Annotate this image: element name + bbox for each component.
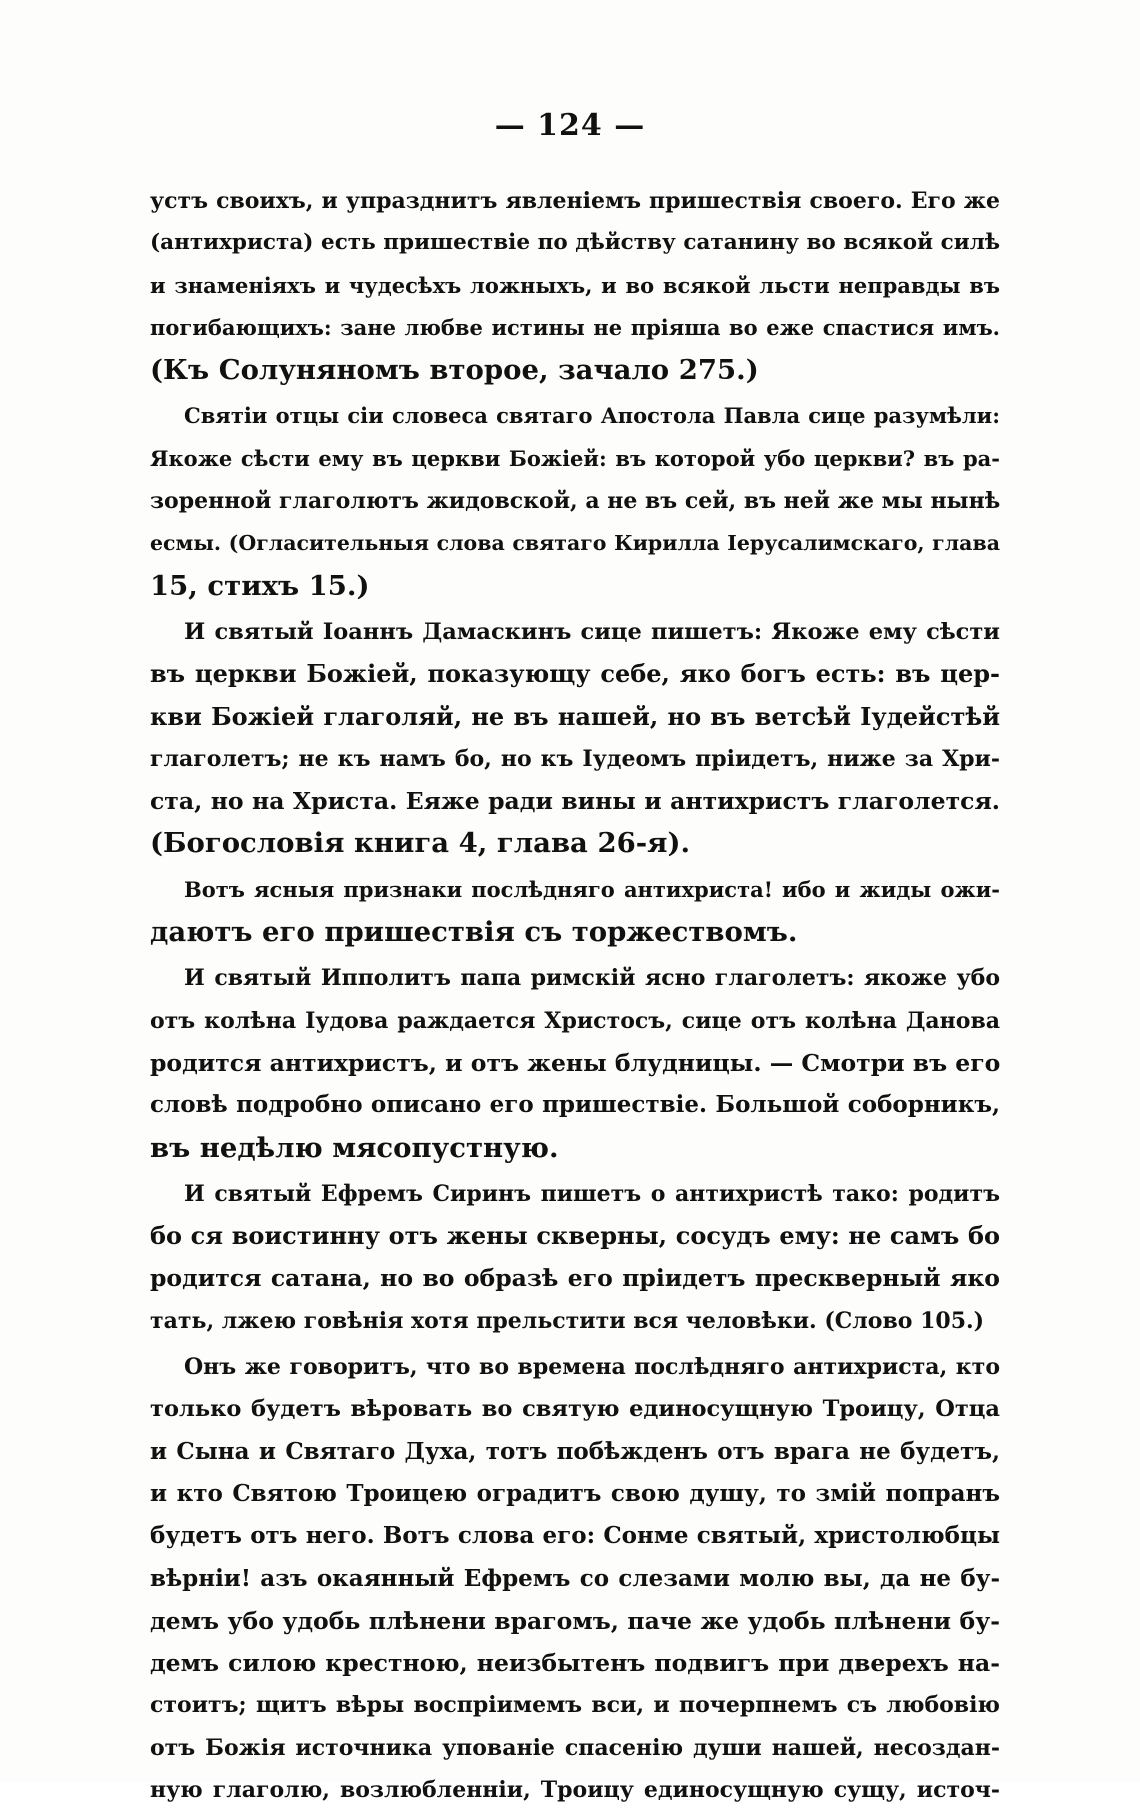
text-line: Вотъ ясныя признаки послѣдняго антихриста! ибо и жиды ожи- xyxy=(184,876,1000,902)
text-line: Якоже сѣсти ему въ церкви Божіей: въ которой убо церкви? въ ра- xyxy=(150,445,1000,471)
text-line: родится антихристъ, и отъ жены блудницы. — Смотри въ его xyxy=(150,1048,1000,1077)
paragraph xyxy=(150,957,1000,1168)
text-line: кви Божіей глаголяй, не въ нашей, но въ ветсѣй Іудейстѣй xyxy=(150,701,1000,731)
text-line: ста, но на Христа. Еяже ради вины и антихристъ глаголется. xyxy=(150,787,1000,816)
text-line: (Богословія книга 4, глава 26-я). xyxy=(150,827,691,860)
text-line: вѣрніи! азъ окаянный Ефремъ со слезами молю вы, да не бу- xyxy=(150,1564,1000,1592)
text-line: въ церкви Божіей, показующу себе, яко богъ есть: въ цер- xyxy=(150,659,1000,689)
text-line: есмы. (Огласительныя слова святаго Кирилла Іерусалимскаго, глава xyxy=(150,531,1000,556)
paragraph xyxy=(150,869,1000,954)
text-line: демъ силою крестною, неизбытенъ подвигъ при дверехъ на- xyxy=(150,1649,1000,1678)
text-line: И святый Ипполитъ папа римскій ясно глаголетъ: якоже убо xyxy=(184,965,1000,992)
text-line: даютъ его пришествія съ торжествомъ. xyxy=(150,916,798,949)
text-line: погибающихъ: зане любве истины не пріяша во еже спастися имъ. xyxy=(150,314,1000,340)
text-line: бо ся воистинну отъ жены скверны, сосудъ ему: не самъ бо xyxy=(150,1221,1000,1251)
text-line: Святіи отцы сіи словеса святаго Апостола Павла сице разумѣли: xyxy=(184,403,1000,429)
text-line: родится сатана, но во образѣ его пріидетъ прескверный яко xyxy=(150,1264,1000,1293)
paragraph xyxy=(150,1346,1000,1811)
text-line: отъ Божія источника упованіе спасенію души нашей, несоздан- xyxy=(150,1734,1000,1761)
paragraph xyxy=(150,1173,1000,1342)
paragraph xyxy=(150,180,1000,391)
paragraph xyxy=(150,395,1000,606)
paragraph xyxy=(150,611,1000,865)
page-number: — 124 — xyxy=(494,108,646,143)
text-line: И святый Іоаннъ Дамаскинъ сице пишетъ: Якоже ему сѣсти xyxy=(184,618,1000,645)
text-line: устъ своихъ, и упразднитъ явленіемъ пришествія своего. Его же xyxy=(150,188,1000,214)
text-line: демъ убо удобь плѣнени врагомъ, паче же удобь плѣнени бу- xyxy=(150,1606,1000,1635)
text-line: стоитъ; щитъ вѣры воспріимемъ вси, и почерпнемъ съ любовію xyxy=(150,1692,1000,1719)
text-line: Онъ же говоритъ, что во времена послѣдняго антихриста, кто xyxy=(184,1354,1000,1381)
text-line: тать, лжею говѣнія хотя прельстити вся человѣки. (Слово 105.) xyxy=(150,1307,985,1334)
text-line: глаголетъ; не къ намъ бо, но къ Іудеомъ пріидетъ, ниже за Хри- xyxy=(150,745,1000,772)
text-line: словѣ подробно описано его пришествіе. Большой соборникъ, xyxy=(150,1091,1000,1119)
text-line: и знаменіяхъ и чудесѣхъ ложныхъ, и во всякой льсти неправды въ xyxy=(150,272,1000,298)
text-line: только будетъ вѣровать во святую единосущную Троицу, Отца xyxy=(150,1396,1000,1423)
text-line: (антихриста) есть пришествіе по дѣйству сатанину во всякой силѣ xyxy=(150,230,1000,256)
text-line: И святый Ефремъ Сиринъ пишетъ о антихристѣ тако: родитъ xyxy=(184,1180,1000,1207)
text-line: зоренной глаголютъ жидовской, а не въ сей, въ ней же мы нынѣ xyxy=(150,488,1000,515)
body-text xyxy=(150,180,1000,1811)
text-line: будетъ отъ него. Вотъ слова его: Сонме святый, христолюбцы xyxy=(150,1522,1000,1550)
text-line: ную глаголю, возлюбленніи, Троицу единосущную сущу, источ- xyxy=(150,1776,1000,1803)
text-line: 15, стихъ 15.) xyxy=(150,569,370,602)
text-line: и Сына и Святаго Духа, тотъ побѣжденъ отъ врага не будетъ, xyxy=(150,1437,1000,1465)
text-line: въ недѣлю мясопустную. xyxy=(150,1131,559,1164)
text-line: отъ колѣна Іудова раждается Христосъ, сице отъ колѣна Данова xyxy=(150,1007,1000,1034)
text-line: (Къ Солуняномъ второе, зачало 275.) xyxy=(150,354,759,387)
text-line: и кто Святою Троицею оградитъ свою душу, то змій попранъ xyxy=(150,1479,1000,1507)
